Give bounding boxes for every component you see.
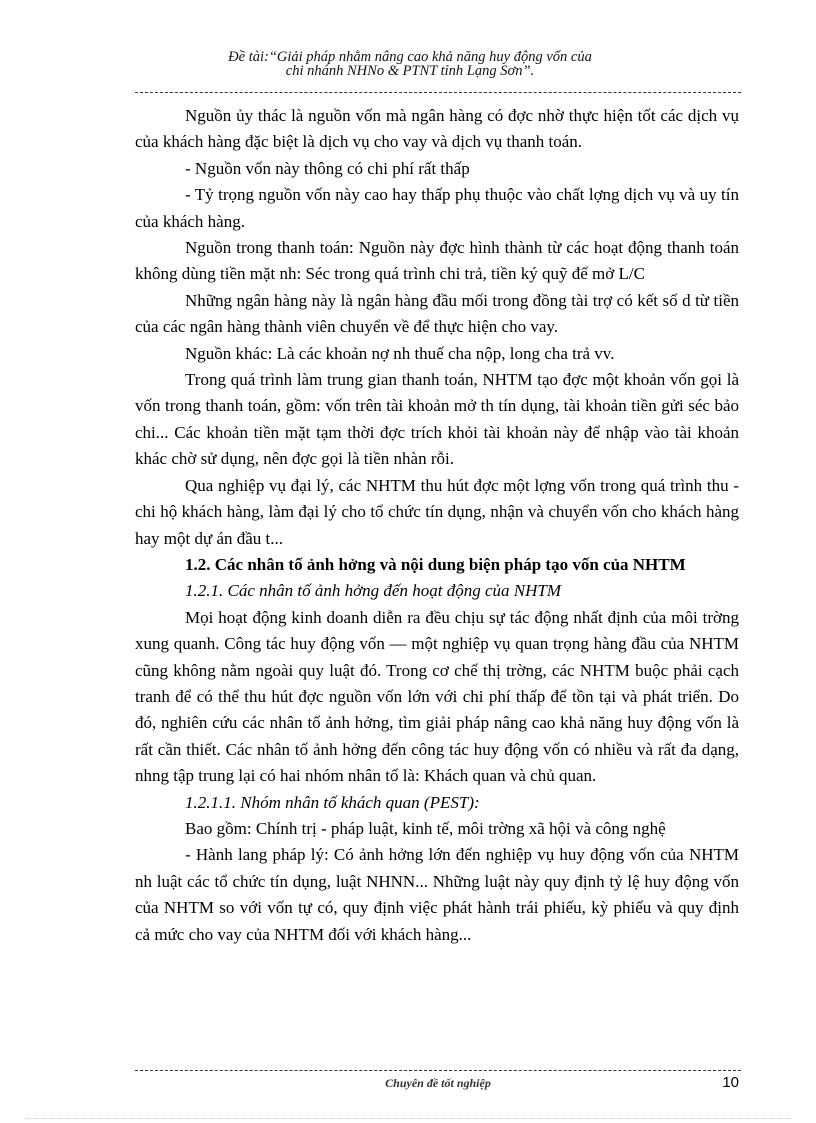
paragraph: Trong quá trình làm trung gian thanh toán, NHTM tạo đợc một khoản vốn gọi là vốn trong thanh toán, gồm: vốn trên tài khoản mở th tín dụng, tài khoản tiền gửi séc bảo chi... Các khoản tiền mặt tạm thời đợc trích khỏi tài khoản này để nhập vào tài khoản khác chờ sử dụng, nên đợc gọi là tiền nhàn rỗi.: [135, 370, 739, 469]
paragraph: Mọi hoạt động kinh doanh diễn ra đều chịu sự tác động nhất định của môi trờng xung quanh. Công tác huy động vốn — một nghiệp vụ quan trọng hàng đầu của NHTM cũng không nằm ngoài quy luật đó. Trong cơ chế thị trờng, các NHTM buộc phải cạch tranh để có thể thu hút đợc nguồn vốn lớn với chi phí thấp để tồn tại và phát triển. Do đó, nghiên cứu các nhân tố ảnh hởng, tìm giải pháp nâng cao khả năng huy động vốn là rất cần thiết. Các nhân tố ảnh hởng đến công tác huy động vốn có nhiều và rất đa dạng, nhng tập trung lại có hai nhóm nhân tố là: Khách quan và chủ quan.: [135, 607, 739, 786]
running-header: [190, 50, 630, 78]
bullet-paragraph: - Nguồn vốn này thông có chi phí rất thấp: [185, 158, 470, 178]
paragraph: Nguồn ủy thác là nguồn vốn mà ngân hàng có đợc nhờ thực hiện tốt các dịch vụ của khách hàng đặc biệt là dịch vụ cho vay và dịch vụ thanh toán.: [135, 106, 739, 152]
page-edge: [25, 1118, 791, 1119]
header-line-1: Đề tài:“Giải pháp nhằm nâng cao khả năng huy động vốn của: [228, 49, 592, 65]
subsection-heading-1-2-1: 1.2.1. Các nhân tố ảnh hởng đến hoạt động của NHTM: [185, 581, 561, 601]
subsection-heading-1-2-1-1: 1.2.1.1. Nhóm nhân tố khách quan (PEST):: [185, 792, 480, 812]
paragraph: Nguồn khác: Là các khoản nợ nh thuế cha nộp, long cha trả vv.: [185, 343, 615, 363]
header-line-2: chi nhánh NHNo & PTNT tỉnh Lạng Sơn”.: [285, 63, 535, 79]
paragraph: Những ngân hàng này là ngân hàng đầu mối trong đồng tài trợ có kết số d từ tiền của các ngân hàng thành viên chuyển về để thực hiện cho vay.: [135, 290, 739, 337]
running-footer: [135, 1076, 741, 1096]
page-number: 10: [722, 1074, 739, 1091]
paragraph: Nguồn trong thanh toán: Nguồn này đợc hình thành từ các hoạt động thanh toán không dùng tiền mặt nh: Séc trong quá trình chi trả, tiền ký quỹ để mở L/C: [135, 238, 739, 284]
bullet-paragraph: - Tỷ trọng nguồn vốn này cao hay thấp phụ thuộc vào chất lợng dịch vụ và uy tín của khách hàng.: [135, 185, 739, 231]
paragraph: Qua nghiệp vụ đại lý, các NHTM thu hút đợc một lợng vốn trong quá trình thu - chi hộ khách hàng, làm đại lý cho tổ chức tín dụng, nhận và chuyển vốn cho khách hàng hay một dự án đầu t...: [135, 475, 739, 548]
header-divider: [135, 92, 741, 93]
bullet-paragraph: - Hành lang pháp lý: Có ảnh hởng lớn đến nghiệp vụ huy động vốn của NHTM nh luật các tổ chức tín dụng, luật NHNN... Những luật này quy định tỷ lệ huy động vốn của NHTM so với vốn tự có, quy định việc phát hành trái phiếu, kỳ phiếu và quy định cả mức cho vay của NHTM đối với khách hàng...: [135, 845, 739, 944]
paragraph: Bao gồm: Chính trị - pháp luật, kinh tế, môi trờng xã hội và công nghệ: [185, 818, 666, 838]
footer-title: Chuyên đề tốt nghiệp: [385, 1076, 491, 1090]
section-heading-1-2: 1.2. Các nhân tố ảnh hởng và nội dung biện pháp tạo vốn của NHTM: [185, 554, 686, 574]
page-body: [135, 103, 739, 948]
footer-divider: [135, 1070, 741, 1071]
